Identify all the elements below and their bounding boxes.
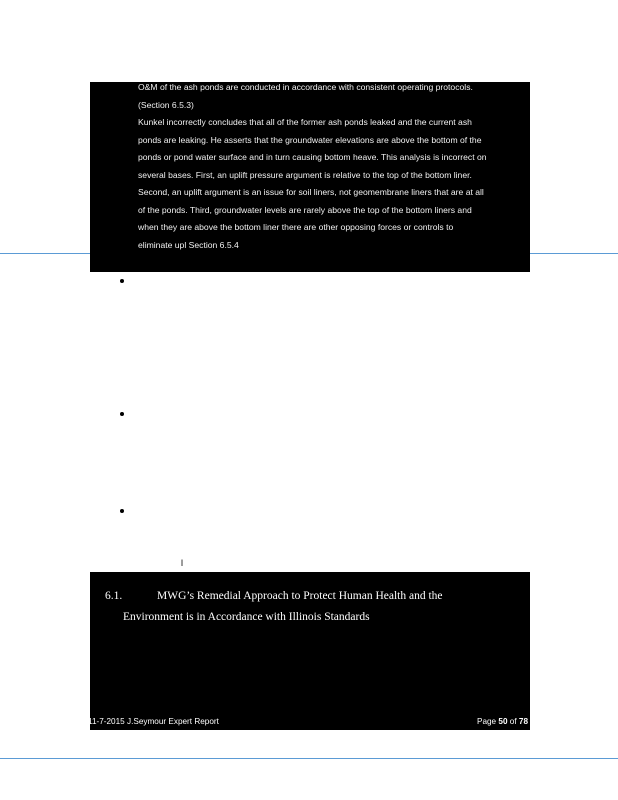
body-line: when they are above the bottom liner there are other opposing forces or controls to bbox=[138, 222, 454, 232]
bullet-1 bbox=[120, 279, 124, 283]
body-line: several bases. First, an uplift pressure argument is relative to the top of the bottom liner. bbox=[138, 169, 472, 180]
page-current: 50 bbox=[498, 717, 508, 726]
body-line: ponds are leaking. He asserts that the groundwater elevations are above the bottom of the bbox=[138, 134, 482, 145]
body-line: eliminate upl Section 6.5.4 bbox=[138, 239, 239, 250]
body-line: Second, an uplift argument is an issue for soil liners, not geomembrane liners that are at all bbox=[138, 187, 484, 197]
page-rule-bottom bbox=[0, 758, 618, 759]
body-line: O&M of the ash ponds are conducted in accordance with consistent operating protocols. bbox=[138, 82, 473, 92]
stray-mark: l bbox=[181, 558, 183, 568]
section-title-line-2: Environment is in Accordance with Illinois Standards bbox=[123, 611, 370, 623]
body-line: ponds or pond water surface and in turn causing bottom heave. This analysis is incorrect on bbox=[138, 152, 487, 162]
page-separator: of bbox=[507, 717, 519, 726]
body-line: (Section 6.5.3) bbox=[138, 99, 194, 110]
section-title-line-1: MWG’s Remedial Approach to Protect Human Health and the bbox=[157, 590, 443, 602]
body-text bbox=[138, 79, 530, 254]
page-total: 78 bbox=[518, 717, 528, 726]
footer-report-label: 11-7-2015 J.Seymour Expert Report bbox=[88, 717, 219, 726]
bullet-2 bbox=[120, 412, 124, 416]
section-number: 6.1. bbox=[105, 590, 123, 602]
bullet-3 bbox=[120, 509, 124, 513]
body-line: Kunkel incorrectly concludes that all of the former ash ponds leaked and the current ash bbox=[138, 117, 472, 127]
page-prefix: Page bbox=[476, 717, 499, 726]
footer-page-number bbox=[477, 717, 528, 726]
body-line: of the ponds. Third, groundwater levels are rarely above the top of the bottom liners and bbox=[138, 204, 472, 215]
